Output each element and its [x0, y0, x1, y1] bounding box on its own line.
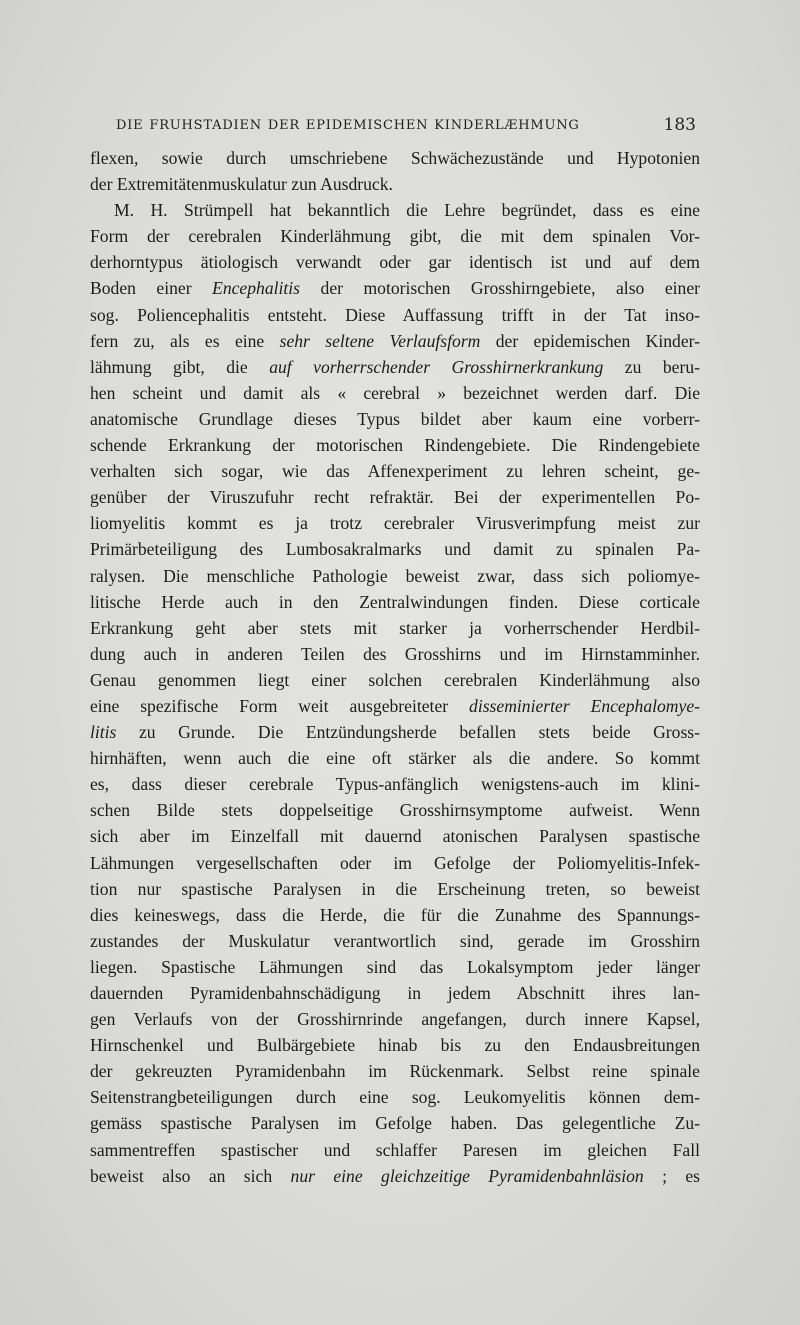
text-run: es, dass dieser cerebrale Typus-anfänglich wenigstens-auch im klini- — [90, 774, 700, 795]
text-line — [90, 1032, 700, 1058]
text-run: sog. Poliencephalitis entsteht. Diese Auffassung trifft in der Tat inso- — [90, 304, 700, 325]
text-line — [90, 797, 700, 823]
text-line — [90, 354, 700, 380]
text-run: schende Erkrankung der motorischen Rindengebiete. Die Rindengebiete — [90, 435, 700, 456]
text-run: beweist also an sich — [90, 1165, 291, 1186]
text-run: ; es — [643, 1165, 701, 1186]
text-line — [90, 171, 700, 197]
text-line — [90, 406, 700, 432]
text-line — [90, 745, 700, 771]
text-run: hen scheint und damit als « cerebral » bezeichnet werden darf. Die — [90, 382, 700, 403]
text-run: verhalten sich sogar, wie das Affenexperiment zu lehren scheint, ge- — [90, 461, 700, 482]
text-run: dauernden Pyramidenbahnschädigung in jedem Abschnitt ihres lan- — [90, 983, 700, 1003]
text-run: zu beru- — [603, 356, 700, 377]
text-run: litische Herde auch in den Zentralwindungen finden. Diese corticale — [90, 591, 700, 612]
text-run: eine spezifische Form weit ausgebreiteter — [90, 695, 470, 716]
text-line — [90, 275, 700, 301]
text-line — [90, 484, 700, 510]
text-line — [90, 954, 700, 980]
text-line — [90, 641, 700, 667]
text-run: dies keineswegs, dass die Herde, die für die Zunahme des Spannungs- — [90, 904, 700, 925]
text-line — [90, 458, 700, 484]
italic-text-run: litis — [90, 722, 117, 743]
text-run: sich aber im Einzelfall mit dauernd atonischen Paralysen spastische — [90, 826, 700, 847]
text-run: anatomische Grundlage dieses Typus bildet aber kaum eine vorberr- — [90, 408, 700, 429]
text-run: lähmung gibt, die — [90, 356, 270, 377]
body-text — [90, 145, 700, 1189]
text-line — [90, 850, 700, 876]
text-run: liegen. Spastische Lähmungen sind das Lokalsymptom jeder länger — [90, 956, 700, 977]
text-line — [90, 876, 700, 902]
italic-text-run: Encephalitis — [212, 278, 301, 299]
text-run: ralysen. Die menschliche Pathologie beweist zwar, dass sich poliomye- — [90, 565, 700, 586]
text-run: Boden einer — [90, 278, 213, 299]
text-line — [90, 328, 700, 354]
text-run: dung auch in anderen Teilen des Grosshirns und im Hirnstamminher. — [90, 643, 700, 664]
text-run: genüber der Viruszufuhr recht refraktär. Bei der experimentellen Po- — [90, 487, 700, 508]
page-header — [116, 116, 696, 142]
text-run: flexen, sowie durch umschriebene Schwächezustände und Hypotonien — [90, 148, 700, 168]
text-line — [90, 302, 700, 328]
text-line — [90, 1110, 700, 1136]
text-line — [90, 536, 700, 562]
text-run: Lähmungen vergesellschaften oder im Gefolge der Poliomyelitis-Infek- — [90, 852, 700, 873]
italic-text-run: auf vorherrschender Grosshirnerkrankung — [269, 356, 604, 377]
text-line — [90, 928, 700, 954]
text-line — [90, 223, 700, 249]
text-run: sammentreffen spastischer und schlaffer Paresen im gleichen Fall — [90, 1139, 700, 1160]
text-line — [90, 667, 700, 693]
text-line — [90, 432, 700, 458]
text-line — [90, 563, 700, 589]
text-line — [90, 980, 700, 1006]
text-run: Erkrankung geht aber stets mit starker ja vorherrschender Herdbil- — [90, 617, 700, 638]
text-run: zu Grunde. Die Entzündungsherde befallen stets beide Gross- — [116, 722, 700, 743]
text-run: liomyelitis kommt es ja trotz cerebraler Virusverimpfung meist zur — [90, 513, 700, 534]
text-line — [90, 380, 700, 406]
italic-text-run: sehr seltene Verlaufsform — [279, 330, 481, 351]
page-number: 183 — [663, 115, 696, 135]
text-run: M. H. Strümpell hat bekanntlich die Lehre begründet, dass es eine — [114, 200, 700, 221]
text-run: zustandes der Muskulatur verantwortlich sind, gerade im Grosshirn — [90, 930, 700, 951]
italic-text-run: disseminierter Encephalomye- — [469, 695, 700, 716]
text-line — [90, 589, 700, 615]
text-run: derhorntypus ätiologisch verwandt oder gar identisch ist und auf dem — [90, 252, 700, 273]
text-run: gemäss spastische Paralysen im Gefolge haben. Das gelegentliche Zu- — [90, 1113, 700, 1134]
text-run: tion nur spastische Paralysen in die Erscheinung treten, so beweist — [90, 878, 700, 899]
text-line — [90, 823, 700, 849]
text-line — [90, 615, 700, 641]
text-line — [90, 249, 700, 275]
text-run: der gekreuzten Pyramidenbahn im Rückenmark. Selbst reine spinale — [90, 1061, 700, 1082]
text-run: hirnhäften, wenn auch die eine oft stärker als die andere. So kommt — [90, 748, 700, 769]
italic-text-run: nur eine gleichzeitige Pyramidenbahnläsion — [290, 1165, 644, 1186]
text-line — [90, 1006, 700, 1032]
text-run: schen Bilde stets doppelseitige Grosshirnsymptome aufweist. Wenn — [90, 800, 700, 821]
text-line — [90, 771, 700, 797]
text-line — [90, 510, 700, 536]
text-run: gen Verlaufs von der Grosshirnrinde angefangen, durch innere Kapsel, — [90, 1009, 700, 1030]
text-line — [90, 145, 700, 171]
text-line — [90, 693, 700, 719]
text-run: Form der cerebralen Kinderlähmung gibt, die mit dem spinalen Vor- — [90, 226, 700, 247]
running-title: DIE FRUHSTADIEN DER EPIDEMISCHEN KINDERLÆHMUNG — [116, 118, 580, 133]
text-run: fern zu, als es eine — [90, 330, 280, 351]
text-line — [90, 197, 700, 223]
text-run: der epidemischen Kinder- — [480, 330, 700, 351]
text-line — [90, 719, 700, 745]
text-line — [90, 1084, 700, 1110]
text-run: Genau genommen liegt einer solchen cerebralen Kinderlähmung also — [90, 669, 700, 690]
text-run: Primärbeteiligung des Lumbosakralmarks und damit zu spinalen Pa- — [90, 539, 700, 560]
text-run: Hirnschenkel und Bulbärgebiete hinab bis zu den Endausbreitungen — [90, 1035, 700, 1056]
text-line — [90, 1163, 700, 1189]
text-line — [90, 1137, 700, 1163]
text-run: der Extremitätenmuskulatur zun Ausdruck. — [90, 174, 393, 195]
text-run: der motorischen Grosshirngebiete, also einer — [300, 278, 700, 299]
text-line — [90, 902, 700, 928]
text-line — [90, 1058, 700, 1084]
text-run: Seitenstrangbeteiligungen durch eine sog. Leukomyelitis können dem- — [90, 1087, 700, 1108]
